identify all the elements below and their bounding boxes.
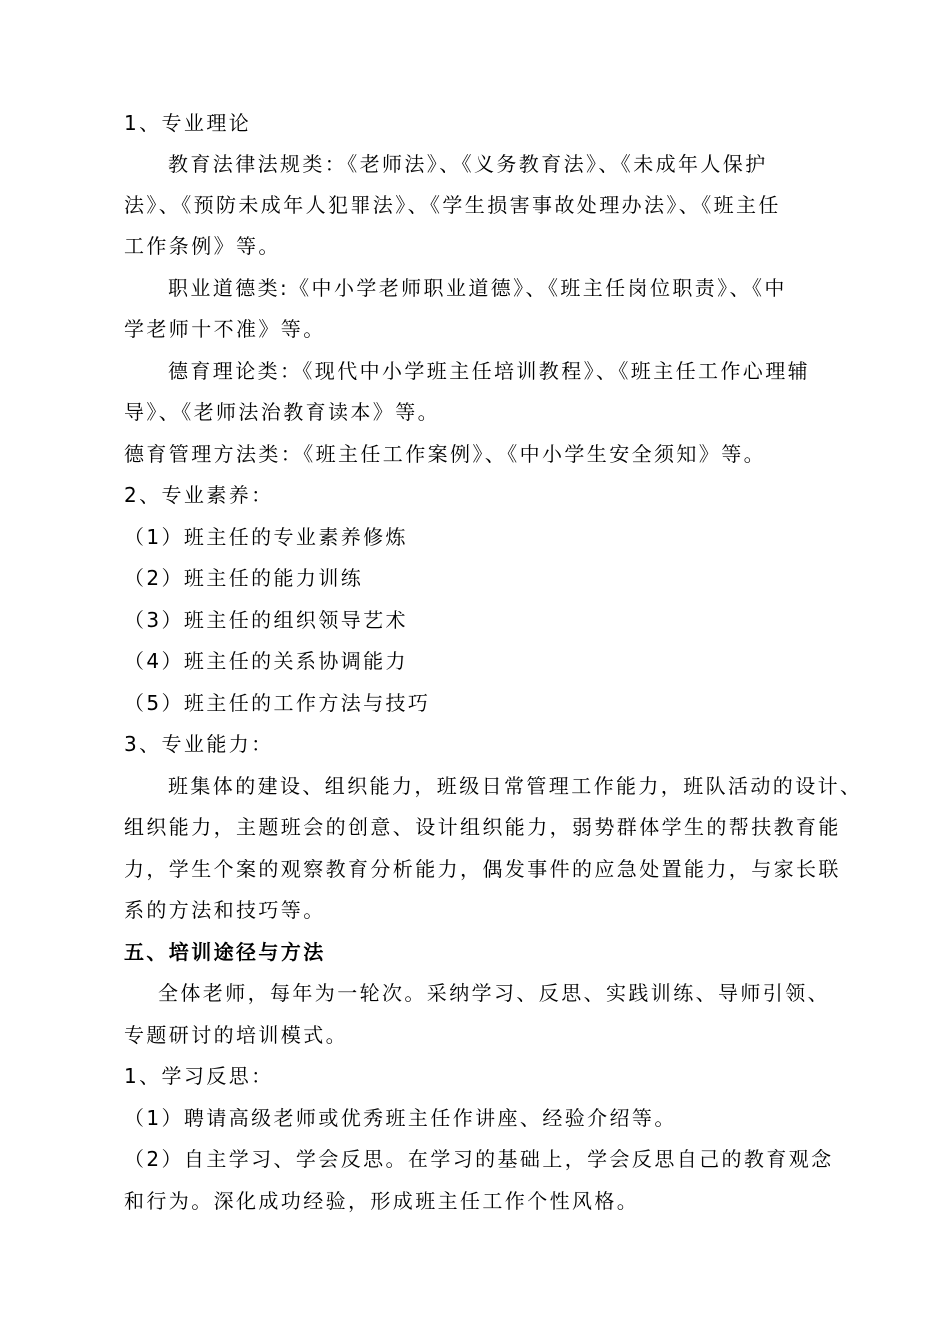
paragraph-line: 职业道德类:《中小学老师职业道德》、《班主任岗位职责》、《中 <box>168 276 787 300</box>
paragraph-line: 导》、《老师法治教育读本》等。 <box>124 400 440 424</box>
paragraph-line: 全体老师，每年为一轮次。采纳学习、反思、实践训练、导师引领、 <box>158 981 830 1005</box>
list-item: （1）班主任的专业素养修炼 <box>124 525 408 549</box>
paragraph-line: 班集体的建设、组织能力，班级日常管理工作能力，班队活动的设计、 <box>168 774 863 798</box>
paragraph-line: 专题研讨的培训模式。 <box>124 1023 348 1047</box>
paragraph-line: 系的方法和技巧等。 <box>124 898 326 922</box>
section-heading-training-methods: 五、培训途径与方法 <box>124 940 326 964</box>
heading-professional-theory: 1、专业理论 <box>124 111 252 135</box>
paragraph-line: 学老师十不准》等。 <box>124 317 326 341</box>
paragraph-line: 德育理论类：《现代中小学班主任培训教程》、《班主任工作心理辅 <box>168 359 810 383</box>
paragraph-line: 力，学生个案的观察教育分析能力，偶发事件的应急处置能力，与家长联 <box>124 857 841 881</box>
paragraph-line: 德育管理方法类：《班主任工作案例》、《中小学生安全须知》等。 <box>124 442 766 466</box>
heading-professional-ability: 3、专业能力： <box>124 732 274 756</box>
list-item: （2）班主任的能力训练 <box>124 566 364 590</box>
paragraph-line: 组织能力，主题班会的创意、设计组织能力，弱势群体学生的帮扶教育能 <box>124 815 841 839</box>
paragraph-line: 和行为。深化成功经验，形成班主任工作个性风格。 <box>124 1189 640 1213</box>
list-item: （4）班主任的关系协调能力 <box>124 649 408 673</box>
heading-professional-literacy: 2、专业素养： <box>124 483 274 507</box>
list-item: （2）自主学习、学会反思。在学习的基础上，学会反思自己的教育观念 <box>124 1147 834 1171</box>
paragraph-line: 教育法律法规类：《老师法》、《义务教育法》、《未成年人保护 <box>168 152 768 176</box>
paragraph-line: 法》、《预防未成年人犯罪法》、《学生损害事故处理办法》、《班主任 <box>124 193 781 217</box>
heading-study-reflection: 1、学习反思： <box>124 1064 274 1088</box>
paragraph-line: 工作条例》等。 <box>124 234 281 258</box>
list-item: （3）班主任的组织领导艺术 <box>124 608 408 632</box>
list-item: （1）聘请高级老师或优秀班主任作讲座、经验介绍等。 <box>124 1106 677 1130</box>
list-item: （5）班主任的工作方法与技巧 <box>124 691 431 715</box>
